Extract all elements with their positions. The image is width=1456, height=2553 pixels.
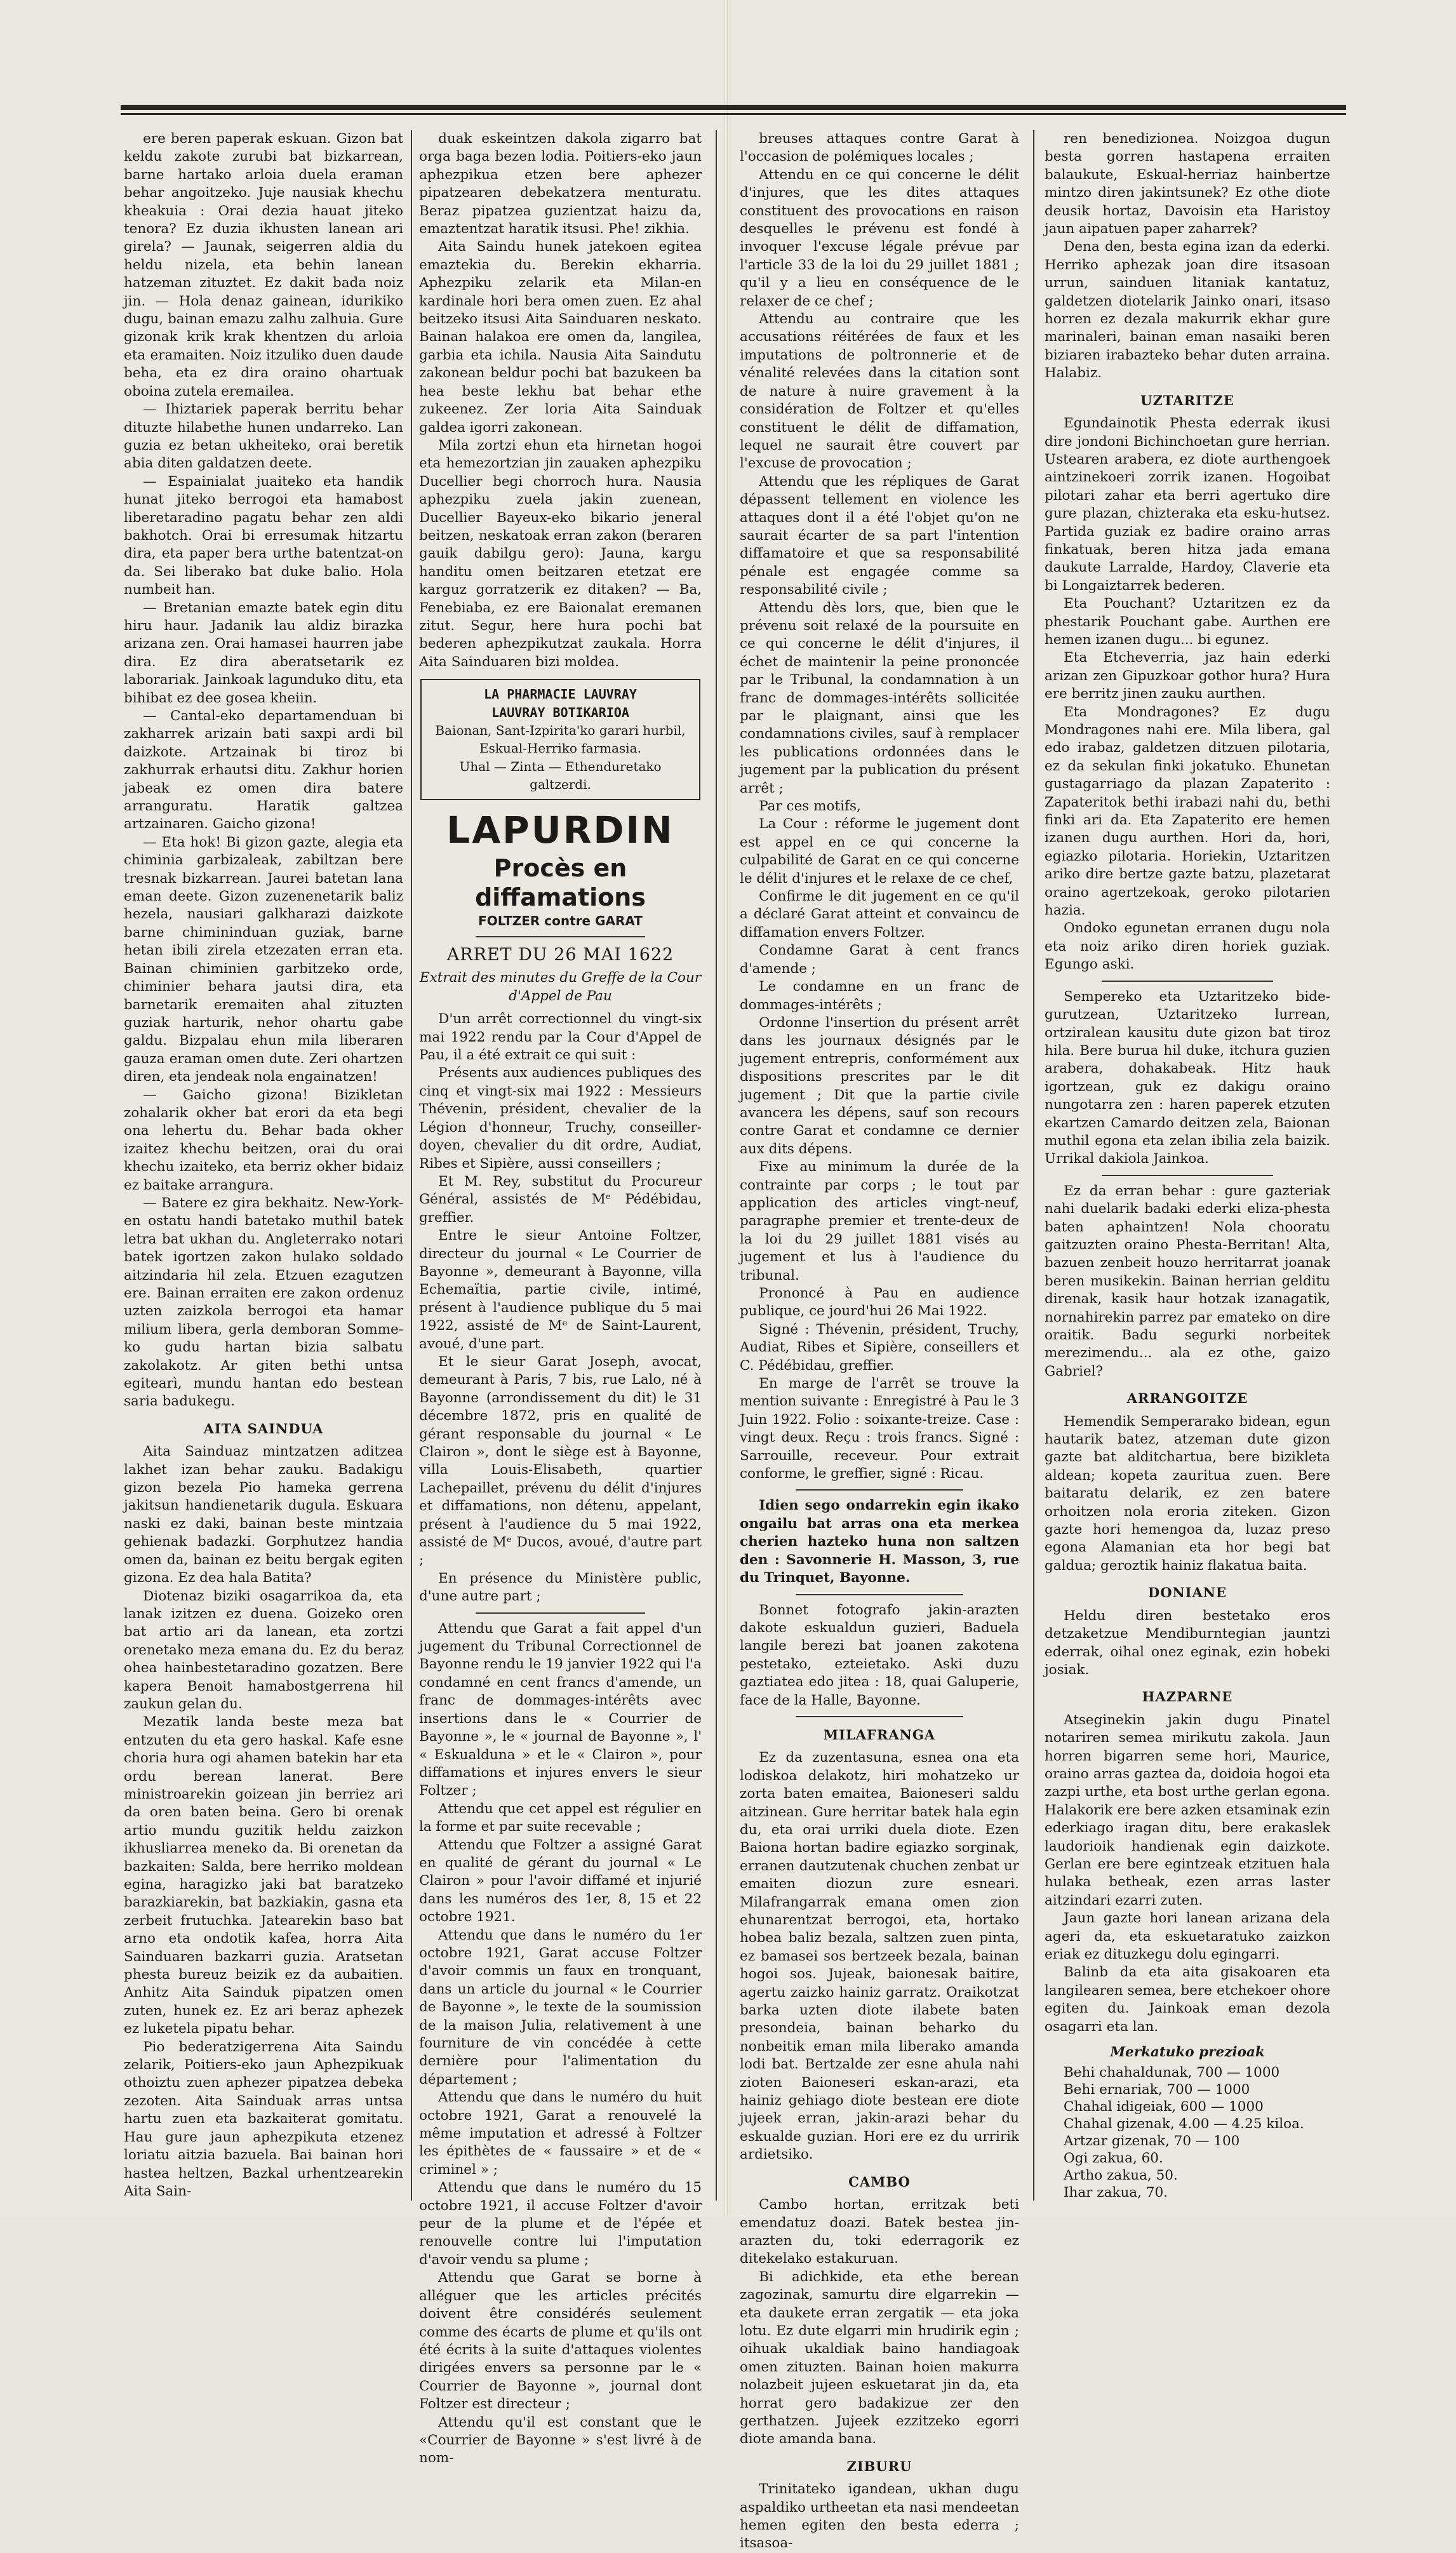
price-row: Behi ernariak, 700 — 1000 <box>1064 2082 1250 2098</box>
paragraph: — Espainialat juaiteko eta handik hunat jiteko berrogoi eta hamabost liberetaradino pagatu behar zen aldi bakhotch. Orai bi erresumak hitzartu dira, eta paper bera urthe batentzat-on da. Sei liberako bat duke balio. Hola numbeit han. <box>124 473 403 598</box>
price-row: Ogi zakua, 60. <box>1064 2150 1163 2167</box>
price-row: Artzar gizenak, 70 — 100 <box>1064 2133 1240 2150</box>
section-heading-cambo: CAMBO <box>848 2173 911 2190</box>
pharmacy-address: Baionan, Sant-Izpirita'ko garari hurbil, Eskual-Herriko farmasia. <box>435 723 686 756</box>
paragraph: En présence du Ministère public, d'une autre part ; <box>419 1570 702 1605</box>
paragraph: Attendu au contraire que les accusations réitérées de faux et les imputations de poltronnerie et de vénalité relevées dans la citation sont de nature à nuire gravement à la considération de Foltzer et qu'elles constituent le délit de diffamation, lequel ne saurait être couvert par l'excuse de provocation ; <box>740 311 1019 472</box>
pharmacy-subtitle: LAUVRAY BOTIKARIOA <box>491 704 629 720</box>
paragraph: Confirme le dit jugement en ce qu'il a déclaré Garat atteint et convaincu de diffamation envers Foltzer. <box>740 888 1019 941</box>
paragraph: — Bretanian emazte batek egin ditu hiru haur. Jadanik lau aldiz birazka arizana zen. Orai hamasei haurren jabe dira. Ez dira aberatsetarik ez laborariak. Jainkoak lagunduko ditu, eta bihibat ez dee gosea kheiin. <box>124 600 403 706</box>
proces-heading: Procès en diffamations <box>475 854 646 911</box>
paragraph: Mila zortzi ehun eta hirnetan hogoi eta hemezortzian jin zauaken aphezpiku Ducellier begi chorroch hura. Nausia aphezpiku zuela jakin zuenean, Ducellier Bayeux-eko bikario jeneral beitzen, neskatoak erran zakon (beraren gauik dabilgu gero): Jauna, kargu handitu omen beitzaren etetzat ere karguz gorratzerik ez ditaken? — Ba, Fenebiaba, ez ere Baionalat eremanen zitut. Segur, here hura pochi bat bederen aphezpikutzat zaukala. Horra Aita Sainduaren bizi moldea. <box>419 437 702 670</box>
divider <box>1102 1175 1273 1176</box>
paragraph: Balinb da eta aita gisakoaren eta langilearen semea, bere etchekoer ohore egiten du. Jainkoak eman dezola osagarri eta lan. <box>1045 1964 1330 2035</box>
section-heading-uztaritze: UZTARITZE <box>1140 392 1234 408</box>
paragraph: Trinitateko igandean, ukhan dugu aspaldiko urtheetan eta nasi mendeetan hemen egiten den besta ederra ; itsasoa- <box>740 2481 1019 2552</box>
paragraph: duak eskeintzen dakola zigarro bat orga baga bezen lodia. Poitiers-eko jaun aphezpikua etzen bere aphezer pipatzearen debekatzera menturatu. Beraz pipatzea guzientzat haizu da, emaztentzat haratik itsusi. Phe! zikhia. <box>419 131 702 238</box>
paragraph: — Batere ez gira bekhaitz. New-York-en ostatu handi batetako muthil batek letra bat ukhan du. Angleterrako notari batek igortzen zakon hulako soldado aitzindaria hil zela. Etzuen ezagutzen ere. Bainan erraiten ere zakon ordenuz uzten zaizkola berrogoi eta hamar milium libera, gerla demboran Somme-ko gudu hartan bizia salbatu zakolakotz. Ar giten bethi untsa egitearì, mundu hantan edo bestean saria badukegu. <box>124 1195 403 1410</box>
soap-notice: Idien sego ondarrekin egin ikako ongailu bat arras ona eta merkea cherien hazteko huna non saltzen den : Savonnerie H. Masson, 3, rue du Trinquet, Bayonne. <box>740 1498 1019 1586</box>
market-prices-title: Merkatuko prezioak <box>1110 2044 1265 2061</box>
paragraph: Sempereko eta Uztaritzeko bide-gurutzean, Uztaritzeko lurrean, ortziralean kausitu dute gizon bat tiroz hila. Bere burua hil duke, itchura guzien arabera, dohakabeak. Hitz hauk igortzean, guk ez dakigu oraino nungotarra zen : haren paperek etzuten ekartzen Camardo deitzen zela, Baionan muthil egona eta zelan ibilia zela baizik. Urrikal dakiola Jainkoa. <box>1045 988 1330 1167</box>
paragraph: Attendu que les répliques de Garat dépassent tellement en violence les attaques dont il a été l'objet qu'on ne saurait écarter de sa part l'intention diffamatoire et que sa responsabilité pénale est engagée comme sa responsabilité civile ; <box>740 473 1019 598</box>
price-row: Ihar zakua, 70. <box>1064 2185 1168 2201</box>
paragraph: Egundainotik Phesta ederrak ikusi dire jondoni Bichinchoetan gure herrian. Ustearen arabera, ez diote aurthengoek aintzinekoeri zorrik izanen. Hogoibat pilotari zahar eta berri agertuko dire gure plazan, chizteraka eta esku-hutsez. Partida guziak ez badire oraino arras finkatuak, beren hitza jada emana daukute Larralde, Hardoy, Claverie eta bi Longaiztarrek bederen. <box>1045 415 1330 594</box>
section-heading-ziburu: ZIBURU <box>846 2458 912 2474</box>
paragraph: Hemendik Semperarako bidean, egun hautarik batez, atzeman dute gizon gazte bat alditchartua, bere bizikleta aldean; kopeta zaurituа zuen. Bere baitaratu delarik, ez zen batere orhoitzen nola eroria ziteken. Gizon gazte hori hemengoa da, luzaz preso egona Alamanian eta hor begi bat galdua; geroztik hainiz flakatua baita. <box>1045 1413 1330 1574</box>
paragraph: Et le sieur Garat Joseph, avocat, demeurant à Paris, 7 bis, rue Lalo, né à Bayonne (arrondissement du dit) le 31 décembre 1872, pris en qualité de gérant responsable du journal « Le Clairon », dont le siège est à Bayonne, villa Louis-Elisabeth, quartier Lachepaillet, prévenu du délit d'injures et diffamations, non détenu, appelant, présent à l'audience du 5 mai 1922, assisté de Mᵉ Ducos, avoué, d'autre part ; <box>419 1353 702 1569</box>
paragraph: Pio bederatzigerrena Aita Saindu zelarik, Poitiers-eko jaun Aphezpikuak othoiztu zuen aphezer pipatzea debeka zezoten. Aita Sainduak arras untsa hartu zuen eta bazkaiterat gomitatu. Hau gure jaun aphezpikuta etzenez loriatu aitzia bazuela. Bai bainan hori hastea heltzen, Bazkal urhentzearekin Aita Sain- <box>124 2039 403 2199</box>
top-rule-thin <box>121 113 1346 115</box>
paragraph: Le condamne en un franc de dommages-intérêts ; <box>740 979 1019 1013</box>
paragraph: Aita Saindu hunek jatekoen egitea emaztekia du. Berekin ekharria. Aphezpiku zelarik eta Milan-en kardinale hori bera omen zuen. Ez ahal beitzeko itsusi Aita Sainduaren neskato. Bainan halakoa ere omen da, langilea, garbia eta ichila. Nausia Aita Saindutu zakonean beldur pochi bat bazukeen ba hea beste lekhu bat behar ethe zukeenez. Zer loria Aita Sainduak galdea igorri zakonean. <box>419 239 702 436</box>
column-2 <box>419 130 702 2467</box>
paragraph: Dena den, besta egina izan da ederki. Herriko aphezak joan dire itsasoan urrun, sainduen litaniak kantatuz, galdetzen diotelarik Jainko onari, itsaso horren ez dezala makurrik ekhar gure marinaleri, bainan eman nasaiki beren biziaren irabazteko behar duten arraina. Halabiz. <box>1045 239 1330 382</box>
paragraph: D'un arrêt correctionnel du vingt-six mai 1922 rendu par la Cour d'Appel de Pau, il a été extrait ce qui suit : <box>419 1011 702 1064</box>
paragraph: Entre le sieur Antoine Foltzer, directeur du journal « Le Courrier de Bayonne », demeurant à Bayonne, villa Echemaïtia, partie civile, intimé, présent à l'audience publique du 5 mai 1922, assisté de Mᵉ de Saint-Laurent, avoué, d'une part. <box>419 1228 702 1352</box>
paragraph: Aita Sainduaz mintzatzen aditzea lakhet izan behar zauku. Badakigu gizon bezela Pio hameka gerrena jakitsun handienetarik dugula. Eskuara naski ez daki, bainan beste mintzaia gehienak badazki. Gorphutzez handia omen da, bainan ez beitu bergak egiten gizona. Ez dea hala Batita? <box>124 1444 403 1586</box>
price-row: Behi chahaldunak, 700 — 1000 <box>1064 2065 1280 2081</box>
paragraph: — Cantal-eko departamenduan bi zakharrek arizain bati saxpi ardi bil daizkote. Artzainak bi tiroz bi zakhurrak erhautsi ditu. Zakhur horien jabeak ez omen dira batere arranguratu. Haratik galtzea artzainaren. Gaicho gizona! <box>124 708 403 833</box>
paragraph: Attendu que dans le numéro du huit octobre 1921, Garat a renouvelé la même imputation et adressé à Foltzer les épithètes de « faussaire » et de « criminel » ; <box>419 2089 702 2178</box>
top-rule <box>121 105 1346 110</box>
pharmacy-title: LA PHARMACIE LAUVRAY <box>484 687 637 702</box>
paragraph: Attendu que Garat a fait appel d'un jugement du Tribunal Correctionnel de Bayonne rendu le 19 janvier 1922 qui l'a condamné en cent francs d'amende, un franc de dommages-intérêts avec insertions dans le « Courrier de Bayonne », le « journal de Bayonne », l' « Eskualduna » et le « Clairon », pour diffamations et injures envers le sieur Foltzer ; <box>419 1620 702 1799</box>
paragraph: — Gaicho gizona! Bizikletan zohalarik okher bat erori da eta begi ona lehertu du. Behar bada okher izaitez khechu beitzen, orai du orai khechu izaiteko, eta berriz okher bidaiz ez baitake arrangura. <box>124 1087 403 1193</box>
divider <box>1102 981 1273 982</box>
column-rule <box>411 130 412 2201</box>
divider <box>796 1594 963 1595</box>
paragraph: Cambo hortan, erritzak beti emendatuz doazi. Batek bestea jin-arazten du, toki ederragorik ez ditekelako estakuruan. <box>740 2197 1019 2267</box>
pharmacy-advert <box>420 679 700 800</box>
paragraph: — Ihiztariek paperak berritu behar dituzte hilabethe hunen undarreko. Lan guzia ez betan ukheiteko, orai beretik abia diten galdatzen deete. <box>124 401 403 472</box>
paragraph: Fixe au minimum la durée de la contrainte par corps ; le tout par application des articles vingt-neuf, paragraphe premier et trente-deux de la loi du 29 juillet 1881 visés au jugement et lus à l'audience du tribunal. <box>740 1159 1019 1283</box>
divider <box>796 1489 963 1491</box>
paragraph: La Cour : réforme le jugement dont est appel en ce qui concerne la culpabilité de Garat en ce qui concerne le délit d'injures et le relaxe de ce chef, <box>740 816 1019 887</box>
paragraph: Par ces motifs, <box>759 798 861 815</box>
paragraph: breuses attaques contre Garat à l'occasion de polémiques locales ; <box>740 131 1019 165</box>
paragraph: Ondoko egunetan erranen dugu nola eta noiz ariko diren horiek guziak. Egungo aski. <box>1045 920 1330 973</box>
column-rule <box>716 130 717 2201</box>
paragraph: Présents aux audiences publiques des cinq et vingt-six mai 1922 : Messieurs Thévenin, président, chevalier de la Légion d'honneur, Truchy, conseiller-doyen, chevalier du dit ordre, Audiat, Ribes et Sipière, aussi conseillers ; <box>419 1065 702 1172</box>
section-heading-aita-saindua: AITA SAINDUA <box>203 1420 324 1437</box>
paragraph: Prononcé à Pau en audience publique, ce jourd'hui 26 Mai 1922. <box>740 1285 1019 1320</box>
paragraph: Attendu que Foltzer a assigné Garat en qualité de gérant du journal « Le Clairon » pour l'avoir diffamé et injurié dans les numéros des 1er, 8, 15 et 22 octobre 1921. <box>419 1837 702 1926</box>
divider <box>476 1612 645 1614</box>
section-heading-hazparne: HAZPARNE <box>1142 1689 1233 1705</box>
paragraph: Condamne Garat à cent francs d'amende ; <box>740 942 1019 977</box>
section-heading-milafranga: MILAFRANGA <box>823 1726 936 1743</box>
market-prices-list <box>1064 2064 1330 2201</box>
paragraph: Ez da zuzentasuna, esnea ona eta lodiskoa delakotz, hiri mohatzeko ur zorta baten emaitea, Baioneseri saldu aitzinean. Gure herritar batek hala egin du, eta orai urriki duela diote. Ezen Baiona hortan badire egiazko sorginak, erranen dautzutenak chuchen zenbat ur emaiten diozun zure esneari. Milafrangarrak emana omen zion ehunarentzat berrogoi, eta, hortako hobea baliz bezala, saltzen zuen pinta, ez bamasei sos bertzeek bezala, bainan hogoi sos. Jujeak, baionesak baitire, agertu zaizko hainiz garratz. Oraikotzat barka uzten diote ilabete baten presondeia, bainan beharko du nonbeitik eman mila liberako amanda lodi bat. Bertzalde zer esne ahula nahi zioten Baioneseri eskan-arazi, eta hainiz gehiago diote bestean ere diote jujeek erran, jakin-arazi behar du eskualde guzian. Hori ere ez du urririk ardietsiko. <box>740 1750 1019 2163</box>
arret-heading: ARRET DU 26 MAI 1622 <box>446 945 674 965</box>
paragraph: Eta Mondragones? Ez dugu Mondragones nahi ere. Mila libera, gal edo irabaz, galdetzen ditzuen pilotaria, ez da sekulan finki jokatuko. Ehunetan gustagarriago da plazan Zapaterito : Zapateritok bethi irabazi nahi du, bethi finki ari da. Eta Zapaterito ere hemen izanen dugu aurthen. Hori da, hori, egiazko pilotaria. Horiekin, Uztaritzen ariko dire bertze gazte batzu, plazetarat oraino agertzekoak, geroko pilotarien hazia. <box>1045 704 1330 919</box>
section-heading-doniane: DONIANE <box>1147 1585 1227 1601</box>
price-row: Artho zakua, 50. <box>1064 2168 1178 2184</box>
price-row: Chahal gizenak, 4.00 — 4.25 kiloa. <box>1064 2116 1304 2133</box>
extract-subtitle: Extrait des minutes du Greffe de la Cour d'Appel de Pau <box>419 970 702 1004</box>
column-1 <box>124 130 403 2201</box>
paragraph: ren benedizionea. Noizgoa dugun besta gorren hastapena erraiten balaukute, Eskual-herriaz hainbertze mintzo diren jakintsunek? Ez othe diote deusik hortaz, Davoisin eta Haristoy jaun aipatuen paper zaharrek? <box>1045 131 1330 238</box>
section-heading-arrangoitze: ARRANGOITZE <box>1126 1390 1248 1407</box>
paragraph: Eta Pouchant? Uztaritzen ez da phestarik Pouchant gabe. Aurthen ere hemen izanen dugu... bi egunez. <box>1045 596 1330 648</box>
paragraph: Attendu dès lors, que, bien que le prévenu soit relaxé de la poursuite en ce qui concerne le délit d'injures, il échet de maintenir la peine prononcée par le Tribunal, la condamnation à un franc de dommages-intérêts sollicitée par le plaignant, ainsi que les condamnations civiles, sauf à remplacer les publications ordonnées dans le jugement par la publication du présent arrêt ; <box>740 600 1019 796</box>
column-4 <box>1045 130 1330 2201</box>
paragraph: En marge de l'arrêt se trouve la mention suivante : Enregistré à Pau le 3 Juin 1922. Folio : soixante-treize. Case : vingt deux. Reçu : trois francs. Signé : Sarrouille, receveur. Pour extrait conforme, le greffier, signé : Ricau. <box>740 1376 1019 1482</box>
pharmacy-products: Uhal — Zinta — Ethenduretako galtzerdi. <box>459 758 662 793</box>
paragraph: ere beren paperak eskuan. Gizon bat keldu zakote zurubi bat bizkarrean, barne hartako arloia duela eraman behar angoitzeko. Juje nausiak khechu kheakuia : Orai dezia hauat jiteko tenora? Ez duzia ikhusten lanean ari girela? — Jaunak, seigerren aldia du heldu nizela, eta behin lanean hatzeman zituztet. Ez dakit bada noiz jin. — Hola denaz gainean, idurikiko dugu, bainan emazu zalhu zalhuia. Gure gizonak krik krak khentzen du arloia eta eramaiten. Noiz itzuliko duen daude beha, eta ez dira oraino ohartuak oboina zutela eremailea. <box>124 131 403 399</box>
column-rule <box>1033 130 1034 2201</box>
paragraph: Bi adichkide, eta ethe berean zagozinak, samurtu dire elgarrekin — eta daukete erran zergatik — eta joka lotu. Ez dute elgarri min hrudirik egin ; oihuak ukaldiak baino handiagoak omen zituzten. Bainan hoien makurra nolazbeit jujeen eskuetarat jin da, eta horrat gero badakizue zer den gerthatzen. Jujeek ezzitzeko egorri diote amanda bana. <box>740 2268 1019 2448</box>
paragraph: Et M. Rey, substitut du Procureur Général, assistés de Mᵉ Pédébidau, greffier. <box>419 1173 702 1226</box>
column-3 <box>740 130 1019 2552</box>
photographer-notice: Bonnet fotografo jakin-arazten dakote eskualdun guzieri, Baduela langile berezi bat joanen zakotena pestetako, ezteietako. Aski duzu gaztiatea edo jitea : 18, quai Galuperie, face de la Halle, Bayonne. <box>740 1602 1019 1708</box>
paragraph: Attendu que cet appel est régulier en la forme et par suite recevable ; <box>419 1800 702 1835</box>
paragraph: Diotenaz biziki osagarrikoa da, eta lanak izitzen ez duena. Goizeko oren bat artio ari da lanean, eta zortzi orenetako meza emana du. Ez du beraz ohea hainbestetaradino gozatzen. Bere kapera Benoit hamabostgerrena hil zaukun gelan du. <box>124 1588 403 1712</box>
parties-heading: FOLTZER contre GARAT <box>478 913 643 928</box>
paragraph: Attendu que dans le numéro du 1er octobre 1921, Garat accuse Foltzer d'avoir commis un faux en tronquant, dans un article du journal « le Courrier de Bayonne », le texte de la soumission de la maison Julia, relativement à une fourniture de vin concédée à cette dernière pour l'alimentation du département ; <box>419 1927 702 2087</box>
paragraph: Attendu en ce qui concerne le délit d'injures, que les dites attaques constituent des provocations en raison desquelles le prévenu est fondé à invoquer l'excuse légale prévue par l'article 33 de la loi du 29 juillet 1881 ; qu'il y a lieu en conséquence de le relaxer de ce chef ; <box>740 166 1019 309</box>
paragraph: Attendu que Garat se borne à alléguer que les articles précités doivent être considérés seulement comme des écarts de plume et qu'ils ont été écrits à la suite d'attaques violentes dirigées envers sa personne par le « Courrier de Bayonne », journal dont Foltzer est directeur ; <box>419 2270 702 2413</box>
paragraph: Jaun gazte hori lanean arizana dela ageri da, eta eskuetaratuko zaizkon eriak ez dituzkegu dolu egingarri. <box>1045 1910 1330 1962</box>
paragraph: Signé : Thévenin, président, Truchy, Audiat, Ribes et Sipière, conseillers et C. Pédébidau, greffier. <box>740 1321 1019 1374</box>
paragraph: Mezatik landa beste meza bat entzuten du eta gero haskal. Kafe esne choria hura ogi ahamen batekin har eta ordu berean lanerat. Bere ministroarekin goizean jin berriez ari da oren baten beina. Gero bi orenak artio mundu guzitik heldu zaizkon ikhusliarrea meneko da. Bi orenetan da bazkaiten: Salda, bere herriko moldean egina, haragizko jaki bat baratzeko barazkiarekin, bat bazkiakin, gasna eta zerbeit frutuchka. Jatearekin baso bat arno eta ondotik kafea, horra Aita Sainduaren bazkarri guzia. Aratsetan phesta bureuz beizik ez da aubaitien. Anhitz Aita Sainduk pipatzen omen zuten, hunek ez. Ez ari beraz aphezek ez luketela pipatu behar. <box>124 1714 403 2037</box>
paragraph: Ez da erran behar : gure gazteriak nahi duelarik badaki ederki eliza-phesta baten aphaintzen! Nola chooratu gaitzuzten oraino Phesta-Berritan! Alta, bazuen zenbeit houzo herritarrat joanak beren musikekin. Bainan herrian gelditu direnak, kasik haur hotzak izanagatik, nornahirekin parrez par emateko on dire oraitik. Badu segurki norbeitek merezimendu... ala ez othe, gaizo Gabriel? <box>1045 1183 1330 1379</box>
divider <box>796 1716 963 1717</box>
paragraph: Heldu diren bestetako eros detzaketzue Mendiburntegian jauntzi ederrak, oihal onez eginak, ezin hobeki josiak. <box>1045 1607 1330 1678</box>
paragraph: Ordonne l'insertion du présent arrêt dans les journaux désignés par le jugement entrepris, conformément aux dispositions prescrites par le dit jugement ; Dit que la partie civile avancera les dépens, sauf son recours contre Garat et condamne ce dernier aux dits dépens. <box>740 1014 1019 1157</box>
page-fold <box>724 0 728 2217</box>
divider <box>476 936 645 937</box>
lapurdin-heading: LAPURDIN <box>446 808 674 852</box>
paragraph: Eta Etcheverria, jaz hain ederki arizan zen Gipuzkoar gothor hura? Hura ere berritz jinen zauku aurthen. <box>1045 650 1330 702</box>
paragraph: Attendu qu'il est constant que le «Courrier de Bayonne » s'est livré à de nom- <box>419 2414 702 2467</box>
paragraph: Atseginekin jakin dugu Pinatel notariren semea mirikutu zakola. Jaun horren bigarren seme hori, Maurice, oraino arras gaztea da, doidoia hogoi eta zazpi urthe, eta bost urthe gerlan egona. Halakorik ere bere azken etsaminak ezin ederkiago iragan ditu, bere erakaslek laudorioik handienak egin daizkote. Gerlan ere bere egintzeak etzituen hala hulaka betheak, ezen arras laster aitzindari ezarri zuten. <box>1045 1712 1330 1908</box>
paragraph: Attendu que dans le numéro du 15 octobre 1921, il accuse Foltzer d'avoir peur de la plume et de l'épée et renouvelle contre lui l'imputation d'avoir vendu sa plume ; <box>419 2180 702 2268</box>
price-row: Chahal idigeiak, 600 — 1000 <box>1064 2099 1264 2115</box>
paragraph: — Eta hok! Bi gizon gazte, alegia eta chiminia garbizaleak, zabiltzan bere tresnak bizkarrean. Jaurei batetan lana eman deete. Gizon zuzenenetarik baliz hezela, nausiari galkharazi daizkote barne chimininduan guziak, barne hetan ibili zirela etzezaten erran eta. Bainan chiminien garbitzeko orde, chiminier behara jautsi dira, eta barnetarik eremaiten ahal zituzten guziak harturik, nehor ohartu gabe galdu. Bizpalau ehun mila liberaren gauza eraman omen dute. Zeri ohartzen diren, eta jendeak nola engainatzen! <box>124 834 403 1085</box>
